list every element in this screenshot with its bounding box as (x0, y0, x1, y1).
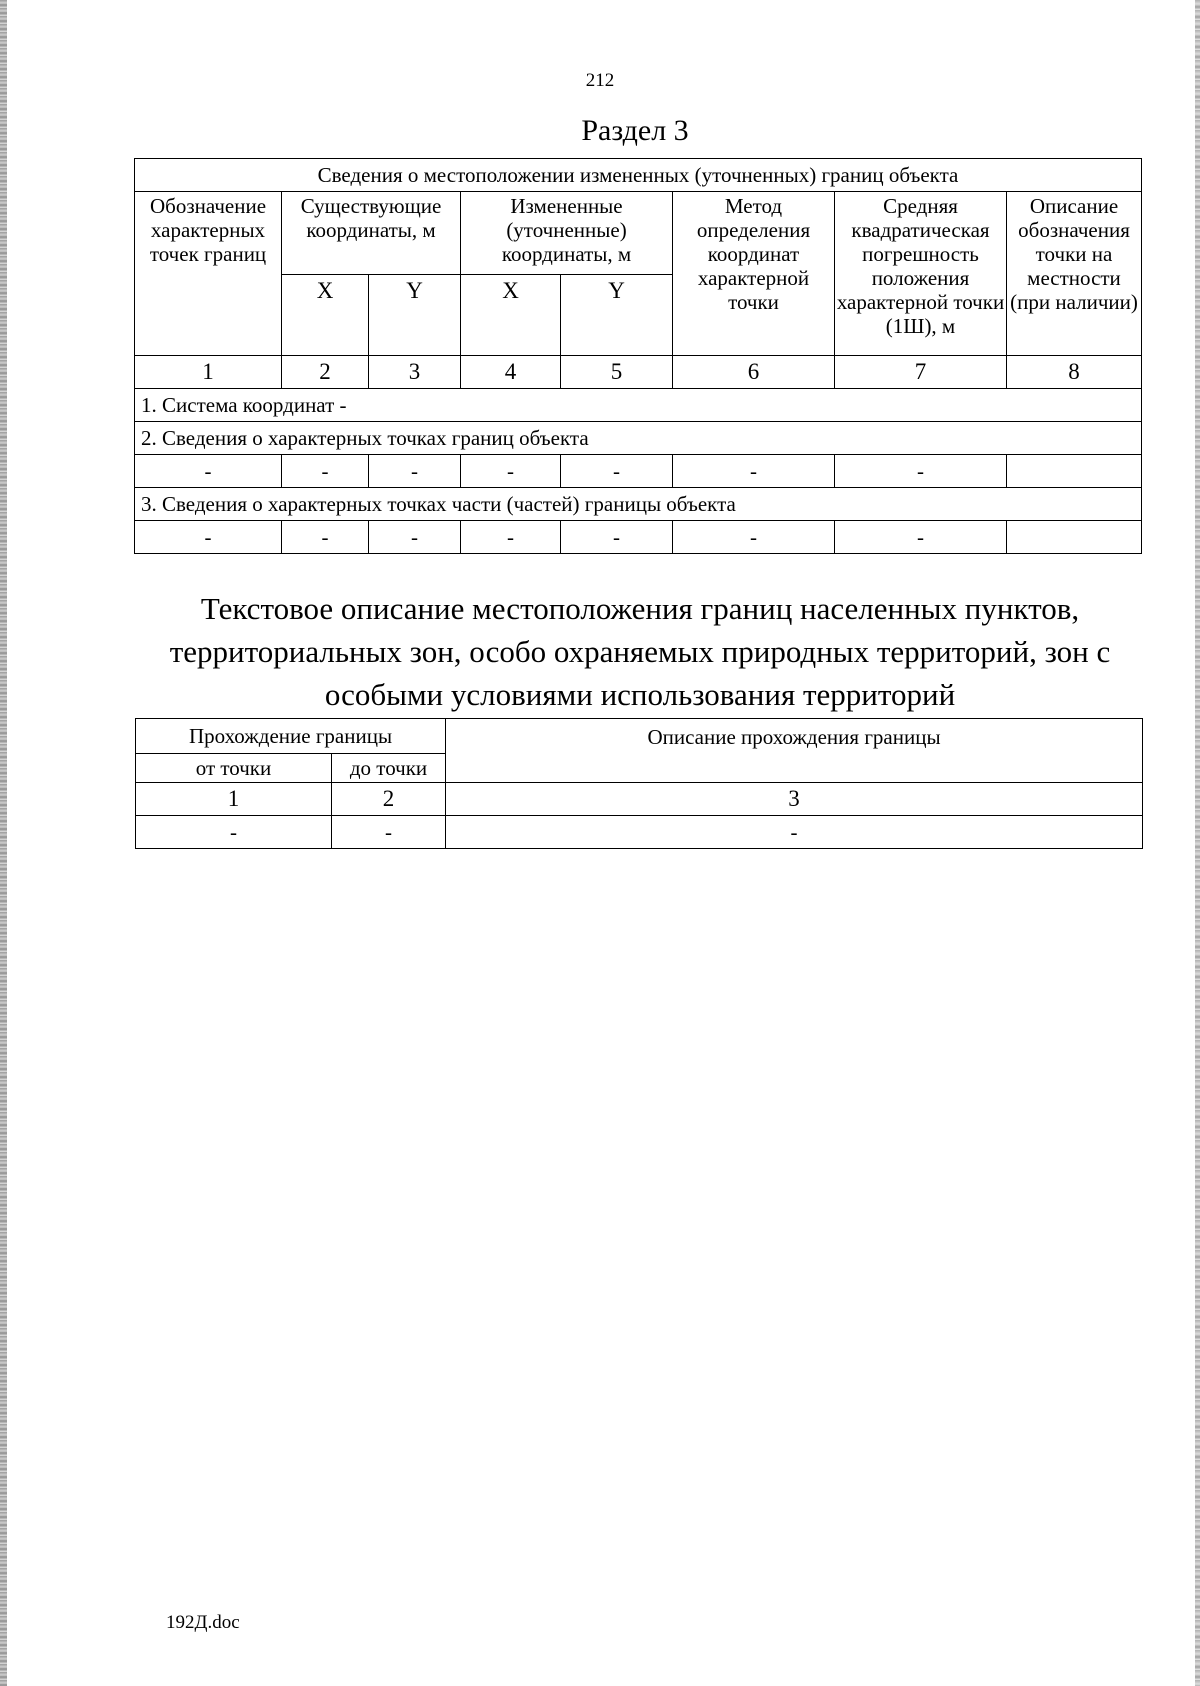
column-number: 8 (1007, 356, 1142, 389)
table-cell: - (369, 521, 461, 554)
boundary-description-table (135, 718, 1143, 849)
part-points-row: 3. Сведения о характерных точках части (частей) границы объекта (135, 488, 1142, 521)
table-row (135, 455, 1142, 488)
column-number-row (135, 356, 1142, 389)
description-heading: Текстовое описание местоположения границ населенных пунктов, территориальных зон, особо охраняемых природных территорий, зон с особыми условиями использования территорий (169, 591, 1111, 712)
header-to-point: до точки (332, 754, 446, 783)
header-existing-coords: Существующие координаты, м (282, 192, 461, 275)
table-cell: - (446, 816, 1143, 849)
header-description: Описание обозначения точки на местности (при наличии) (1007, 192, 1142, 356)
scan-edge-right (1195, 0, 1200, 1686)
page-number: 212 (585, 70, 615, 91)
table-cell: - (282, 521, 369, 554)
table-cell: - (282, 455, 369, 488)
table-cell (1007, 521, 1142, 554)
coordinate-system-row: 1. Система координат - (135, 389, 1142, 422)
boundary-coordinates-table (134, 158, 1142, 554)
table-cell: - (835, 455, 1007, 488)
table-cell (1007, 455, 1142, 488)
table-cell: - (561, 455, 673, 488)
header-method: Метод определения координат характерной точки (673, 192, 835, 356)
table-row (135, 521, 1142, 554)
table-row (136, 816, 1143, 849)
table-cell: - (461, 521, 561, 554)
header-changed-y: Y (561, 275, 673, 356)
column-number: 2 (282, 356, 369, 389)
table-cell: - (673, 521, 835, 554)
table-cell: - (135, 455, 282, 488)
table-cell: - (673, 455, 835, 488)
header-changed-x: X (461, 275, 561, 356)
header-existing-x: X (282, 275, 369, 356)
table-cell: - (136, 816, 332, 849)
header-accuracy: Средняя квадратическая погрешность положения характерной точки (1Ш), м (835, 192, 1007, 356)
column-number: 5 (561, 356, 673, 389)
header-existing-y: Y (369, 275, 461, 356)
column-number: 6 (673, 356, 835, 389)
column-number: 3 (446, 783, 1143, 816)
column-number: 4 (461, 356, 561, 389)
column-number: 7 (835, 356, 1007, 389)
header-changed-coords: Измененные (уточненные) координаты, м (461, 192, 673, 275)
header-designation: Обозначение характерных точек границ (135, 192, 282, 356)
header-boundary-description: Описание прохождения границы (446, 719, 1143, 783)
column-number: 2 (332, 783, 446, 816)
column-number: 1 (136, 783, 332, 816)
column-number: 1 (135, 356, 282, 389)
header-from-point: от точки (136, 754, 332, 783)
table-cell: - (135, 521, 282, 554)
column-number: 3 (369, 356, 461, 389)
column-number-row (136, 783, 1143, 816)
object-points-row: 2. Сведения о характерных точках границ объекта (135, 422, 1142, 455)
table-cell: - (332, 816, 446, 849)
footer-filename: 192Д.doc (166, 1612, 240, 1633)
header-boundary-passage: Прохождение границы (136, 719, 446, 754)
table-cell: - (369, 455, 461, 488)
table-cell: - (835, 521, 1007, 554)
table-cell: - (461, 455, 561, 488)
scan-edge-left (0, 0, 7, 1686)
table-caption: Сведения о местоположении измененных (уточненных) границ объекта (135, 159, 1142, 192)
section-title: Раздел 3 (581, 114, 689, 147)
table-cell: - (561, 521, 673, 554)
